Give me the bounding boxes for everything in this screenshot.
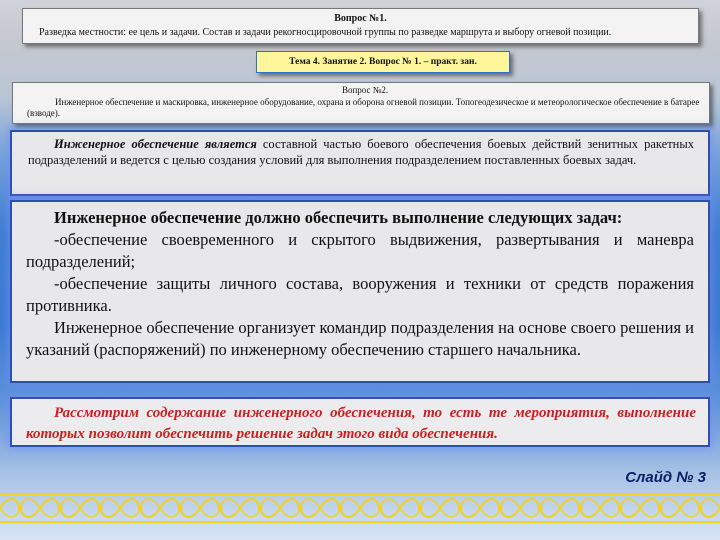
definition-box [10,130,710,196]
tasks-box [10,200,710,383]
tasks-heading: Инженерное обеспечение должно обеспечить выполнение следующих задач: [54,208,623,227]
conclusion-text: Рассмотрим содержание инженерного обеспечения, то есть те мероприятия, выполнение которых позволит обеспечить решение задач этого вида обеспечения. [26,405,696,442]
slide-number: Слайд № 3 [625,469,706,486]
question-1-box [22,8,699,44]
task-item-2: -обеспечение защиты личного состава, вооружения и техники от средств поражения противника. [26,274,694,315]
question-1-title: Вопрос №1. [334,13,387,24]
question-1-text: Разведка местности: ее цель и задачи. Состав и задачи рекогносцировочной группы по разведке маршрута и выбору огневой позиции. [39,27,612,38]
question-2-text: Инженерное обеспечение и маскировка, инженерное оборудование, охрана и оборона огневой позиции. Топогеодезическое и метеорологическое обеспечение в батарее (взводе). [27,96,700,118]
question-2-box [12,82,710,124]
question-2-title: Вопрос №2. [341,85,389,95]
definition-text: составной частью боевого обеспечения боевых действий зенитных ракетных подразделений и ведется с целью создания условий для выполнения подразделением поставленных боевых задач. [28,137,694,167]
definition-lead: Инженерное обеспечение является [54,137,257,151]
ornament-border [0,490,720,526]
task-item-1: -обеспечение своевременного и скрытого выдвижения, развертывания и маневра подразделений; [26,230,694,271]
organizer-text: Инженерное обеспечение организует командир подразделения на основе своего решения и указаний (распоряжений) по инженерному обеспечению старшего начальника. [26,318,694,359]
topic-label[interactable]: Тема 4. Занятие 2. Вопрос № 1. – практ. зан. [256,51,510,73]
conclusion-box [10,397,710,447]
